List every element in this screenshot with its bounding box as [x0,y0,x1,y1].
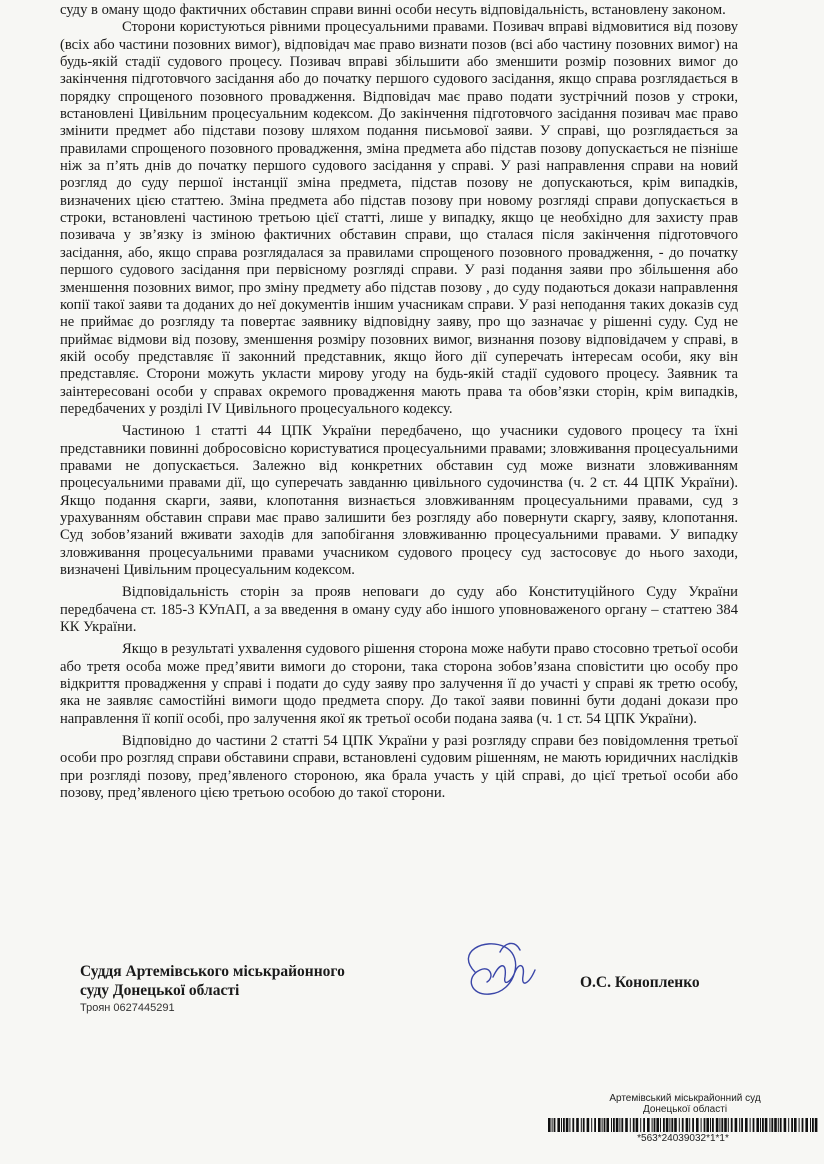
barcode-bar [769,1118,770,1132]
barcode-bar [774,1118,777,1132]
barcode-bar [548,1118,551,1132]
barcode-bar [724,1118,727,1132]
barcode-bar [652,1118,653,1132]
barcode-bar [616,1118,619,1132]
barcode-bar [728,1118,729,1132]
barcode-bar [706,1118,709,1132]
barcode-bar [566,1118,569,1132]
barcode-bar [671,1118,673,1132]
barcode-bar [569,1118,570,1132]
barcode-bar [613,1118,615,1132]
barcode-bar [660,1118,661,1132]
barcode-bar [643,1118,645,1132]
barcode-bar [704,1118,706,1132]
contact-line: Троян 0627445291 [80,1002,175,1014]
barcode-bar [721,1118,723,1132]
barcode-bar [778,1118,779,1132]
barcode-bar [594,1118,596,1132]
court-stamp-line-1: Артемівський міськрайонний суд [609,1093,761,1104]
barcode-bar [656,1118,659,1132]
barcode-bar [602,1118,603,1132]
barcode-bar [663,1118,665,1132]
barcode-bar [762,1118,764,1132]
paragraph-5: Якщо в результаті ухвалення судового рішення сторона може набути право стосовно третьої особи або третя особа може пред’явити вимоги до сторони, така сторона зобов’язана сповістити цю особу про відкриття провадження у справі і подати до суду заяву про залучення її до участі у справі як третю особу, яка не заявляє самостійні вимоги щодо предмета спору. До такої заяви повинні бути додані докази про направлення її копії особі, про залучення якої як третьої особи подана заява (ч. 1 ст. 54 ЦПК України). [60,641,738,727]
judge-title [80,962,345,1000]
barcode-bar [741,1118,743,1132]
barcode-bar [784,1118,787,1132]
barcode-bar [682,1118,684,1132]
barcode-bar [765,1118,768,1132]
barcode-bar [581,1118,582,1132]
barcode-bar [552,1118,553,1132]
barcode-bar [679,1118,680,1132]
barcode-bar [710,1118,711,1132]
signature-block [80,962,740,1022]
barcode-bar [654,1118,656,1132]
barcode-bar [716,1118,719,1132]
barcode-bar [692,1118,694,1132]
barcode-bar [719,1118,720,1132]
barcode-bar [621,1118,623,1132]
barcode-bar [630,1118,631,1132]
court-stamp-line-2: Донецької області [642,1104,728,1115]
paragraph-4: Відповідальність сторін за прояв неповаги до суду або Конституційного Суду України передбачена ст. 185-3 КУпАП, а за введення в оману суду або іншого уповноваженого органу – статтею 384 КК України. [60,584,738,636]
barcode-bar [633,1118,635,1132]
barcode-bar [788,1118,789,1132]
barcode-bar [636,1118,639,1132]
barcode-bar [598,1118,601,1132]
barcode-bar [696,1118,699,1132]
barcode-bar [563,1118,565,1132]
barcode-bar [812,1118,814,1132]
paragraph-6: Відповідно до частини 2 статті 54 ЦПК України у разі розгляду справи без повідомлення третьої особи про розгляд справи обставини справи, встановлені судовим рішенням, не мають юридичних наслідків при розгляді позову, пред’явленого стороною, яка брала участь у цій справі, до цієї третьої особи або позову, пред’явленого цією третьою особою до такої сторони. [60,733,738,802]
barcode-bar [611,1118,612,1132]
court-stamp [545,1093,824,1115]
barcode-bar [794,1118,797,1132]
barcode-bar [587,1118,590,1132]
barcode-bar [791,1118,793,1132]
barcode-bar [745,1118,748,1132]
barcode-bar [780,1118,782,1132]
barcode-bar [686,1118,689,1132]
judge-name: О.С. Конопленко [580,974,700,991]
barcode-bar [666,1118,669,1132]
paragraph-3: Частиною 1 статті 44 ЦПК України передбачено, що учасники судового процесу та їхні представники повинні добросовісно користуватися процесуальними правами; зловживання процесуальними правами не допускається. Залежно від конкретних обставин суд може визнати зловживанням процесуальними правами дії, що суперечать завданню цивільного судочинства (ч. 2 ст. 44 ЦПК України). Якщо подання скарги, заяви, клопотання визнається зловживанням процесуальними правами, суд з урахуванням обставин справи має право залишити без розгляду або повернути скаргу, заяву, клопотання. Суд зобов’язаний вживати заходів для запобігання зловживанню процесуальними правами. У випадку зловживання процесуальними правами учасником судового процесу суд застосовує до нього заходи, визначені Цивільним процесуальним кодексом. [60,423,738,578]
handwritten-signature [445,932,545,1002]
barcode-bar [561,1118,562,1132]
barcode-bar [604,1118,606,1132]
barcode-bar [701,1118,702,1132]
barcode-bar [689,1118,690,1132]
barcode-bar [647,1118,650,1132]
barcode-bar [669,1118,670,1132]
paragraph-1: суду в оману щодо фактичних обставин справи винні особи несуть відповідальність, встановлену законом. [60,2,726,18]
barcode-bar [625,1118,628,1132]
barcode-bar [619,1118,620,1132]
barcode-bar [771,1118,773,1132]
barcode-bar [576,1118,579,1132]
barcode-bar [557,1118,560,1132]
barcode-bar [739,1118,740,1132]
document-body [60,2,738,802]
barcode [548,1118,818,1132]
barcode-bar [753,1118,755,1132]
barcode-bar [591,1118,592,1132]
barcode-bar [583,1118,585,1132]
barcode-bar [750,1118,751,1132]
barcode-bar [799,1118,800,1132]
barcode-bar [606,1118,609,1132]
barcode-bar [674,1118,677,1132]
barcode-bar [760,1118,761,1132]
barcode-bar [810,1118,811,1132]
barcode-bar [554,1118,556,1132]
barcode-bar [640,1118,641,1132]
judge-title-line-1: Суддя Артемівського міськрайонного [80,963,345,980]
barcode-bar [802,1118,804,1132]
barcode-bar [756,1118,759,1132]
barcode-bar [712,1118,714,1132]
barcode-bar [805,1118,808,1132]
barcode-bar [815,1118,818,1132]
barcode-bar [735,1118,738,1132]
judge-title-line-2: суду Донецької області [80,982,240,999]
paragraph-2: Сторони користуються рівними процесуальними правами. Позивач вправі відмовитися від позову (всіх або частини позовних вимог), відповідач має право визнати позов (всі або частину позовних вимог) на будь-якій стадії судового процесу. Позивач вправі збільшити або зменшити розмір позовних вимог до закінчення підготовчого засідання або до початку першого судового засідання, якщо справа розглядається в порядку спрощеного позовного провадження. Відповідач має право подати зустрічний позов у строки, встановлені Цивільним процесуальним кодексом. До закінчення підготовчого засідання позивач має право змінити предмет або підстави позову шляхом подання письмової заяви. У справі, що розглядається за правилами спрощеного позовного провадження, зміна предмета або підстав позову допускається не пізніше ніж за п’ять днів до початку першого судового засідання у справі. У разі направлення справи на новий розгляд до суду першої інстанції зміна предмета, підстав позову не допускаються, крім випадків, визначених цією статтею. Зміна предмета або підстав позову при новому розгляді справи допускається в строки, встановлені частиною третьою цієї статті, лише у випадку, якщо це необхідно для захисту прав позивача у зв’язку із зміною фактичних обставин справи, що сталася після закінчення підготовчого засідання, або, якщо справа розглядалася за правилами спрощеного позовного провадження, - до початку першого судового засідання при первісному розгляді справи. У разі подання заяви про збільшення або зменшення позовних вимог, про зміну предмету або підстав позову , до суду подаються докази направлення копії такої заяви та доданих до неї документів іншим учасникам справи. У разі неподання таких доказів суд не приймає до розгляду та повертає заявнику відповідну заяву, про що зазначає у рішенні суду. Суд не приймає відмови від позову, зменшення розміру позовних вимог, визнання позову відповідачем у справі, в якій особу представляє її законний представник, якщо його дії суперечать інтересам особи, яку він представляє. Сторони можуть укласти мирову угоду на будь-якій стадії судового процесу. Заявник та заінтересовані особи у справах окремого провадження мають права та обов’язки сторін, крім випадків, передбачених у розділі IV Цивільного процесуального кодексу. [60,19,738,417]
barcode-number: *563*24039032*1*1* [637,1133,729,1144]
barcode-bar [572,1118,574,1132]
barcode-bar [731,1118,733,1132]
